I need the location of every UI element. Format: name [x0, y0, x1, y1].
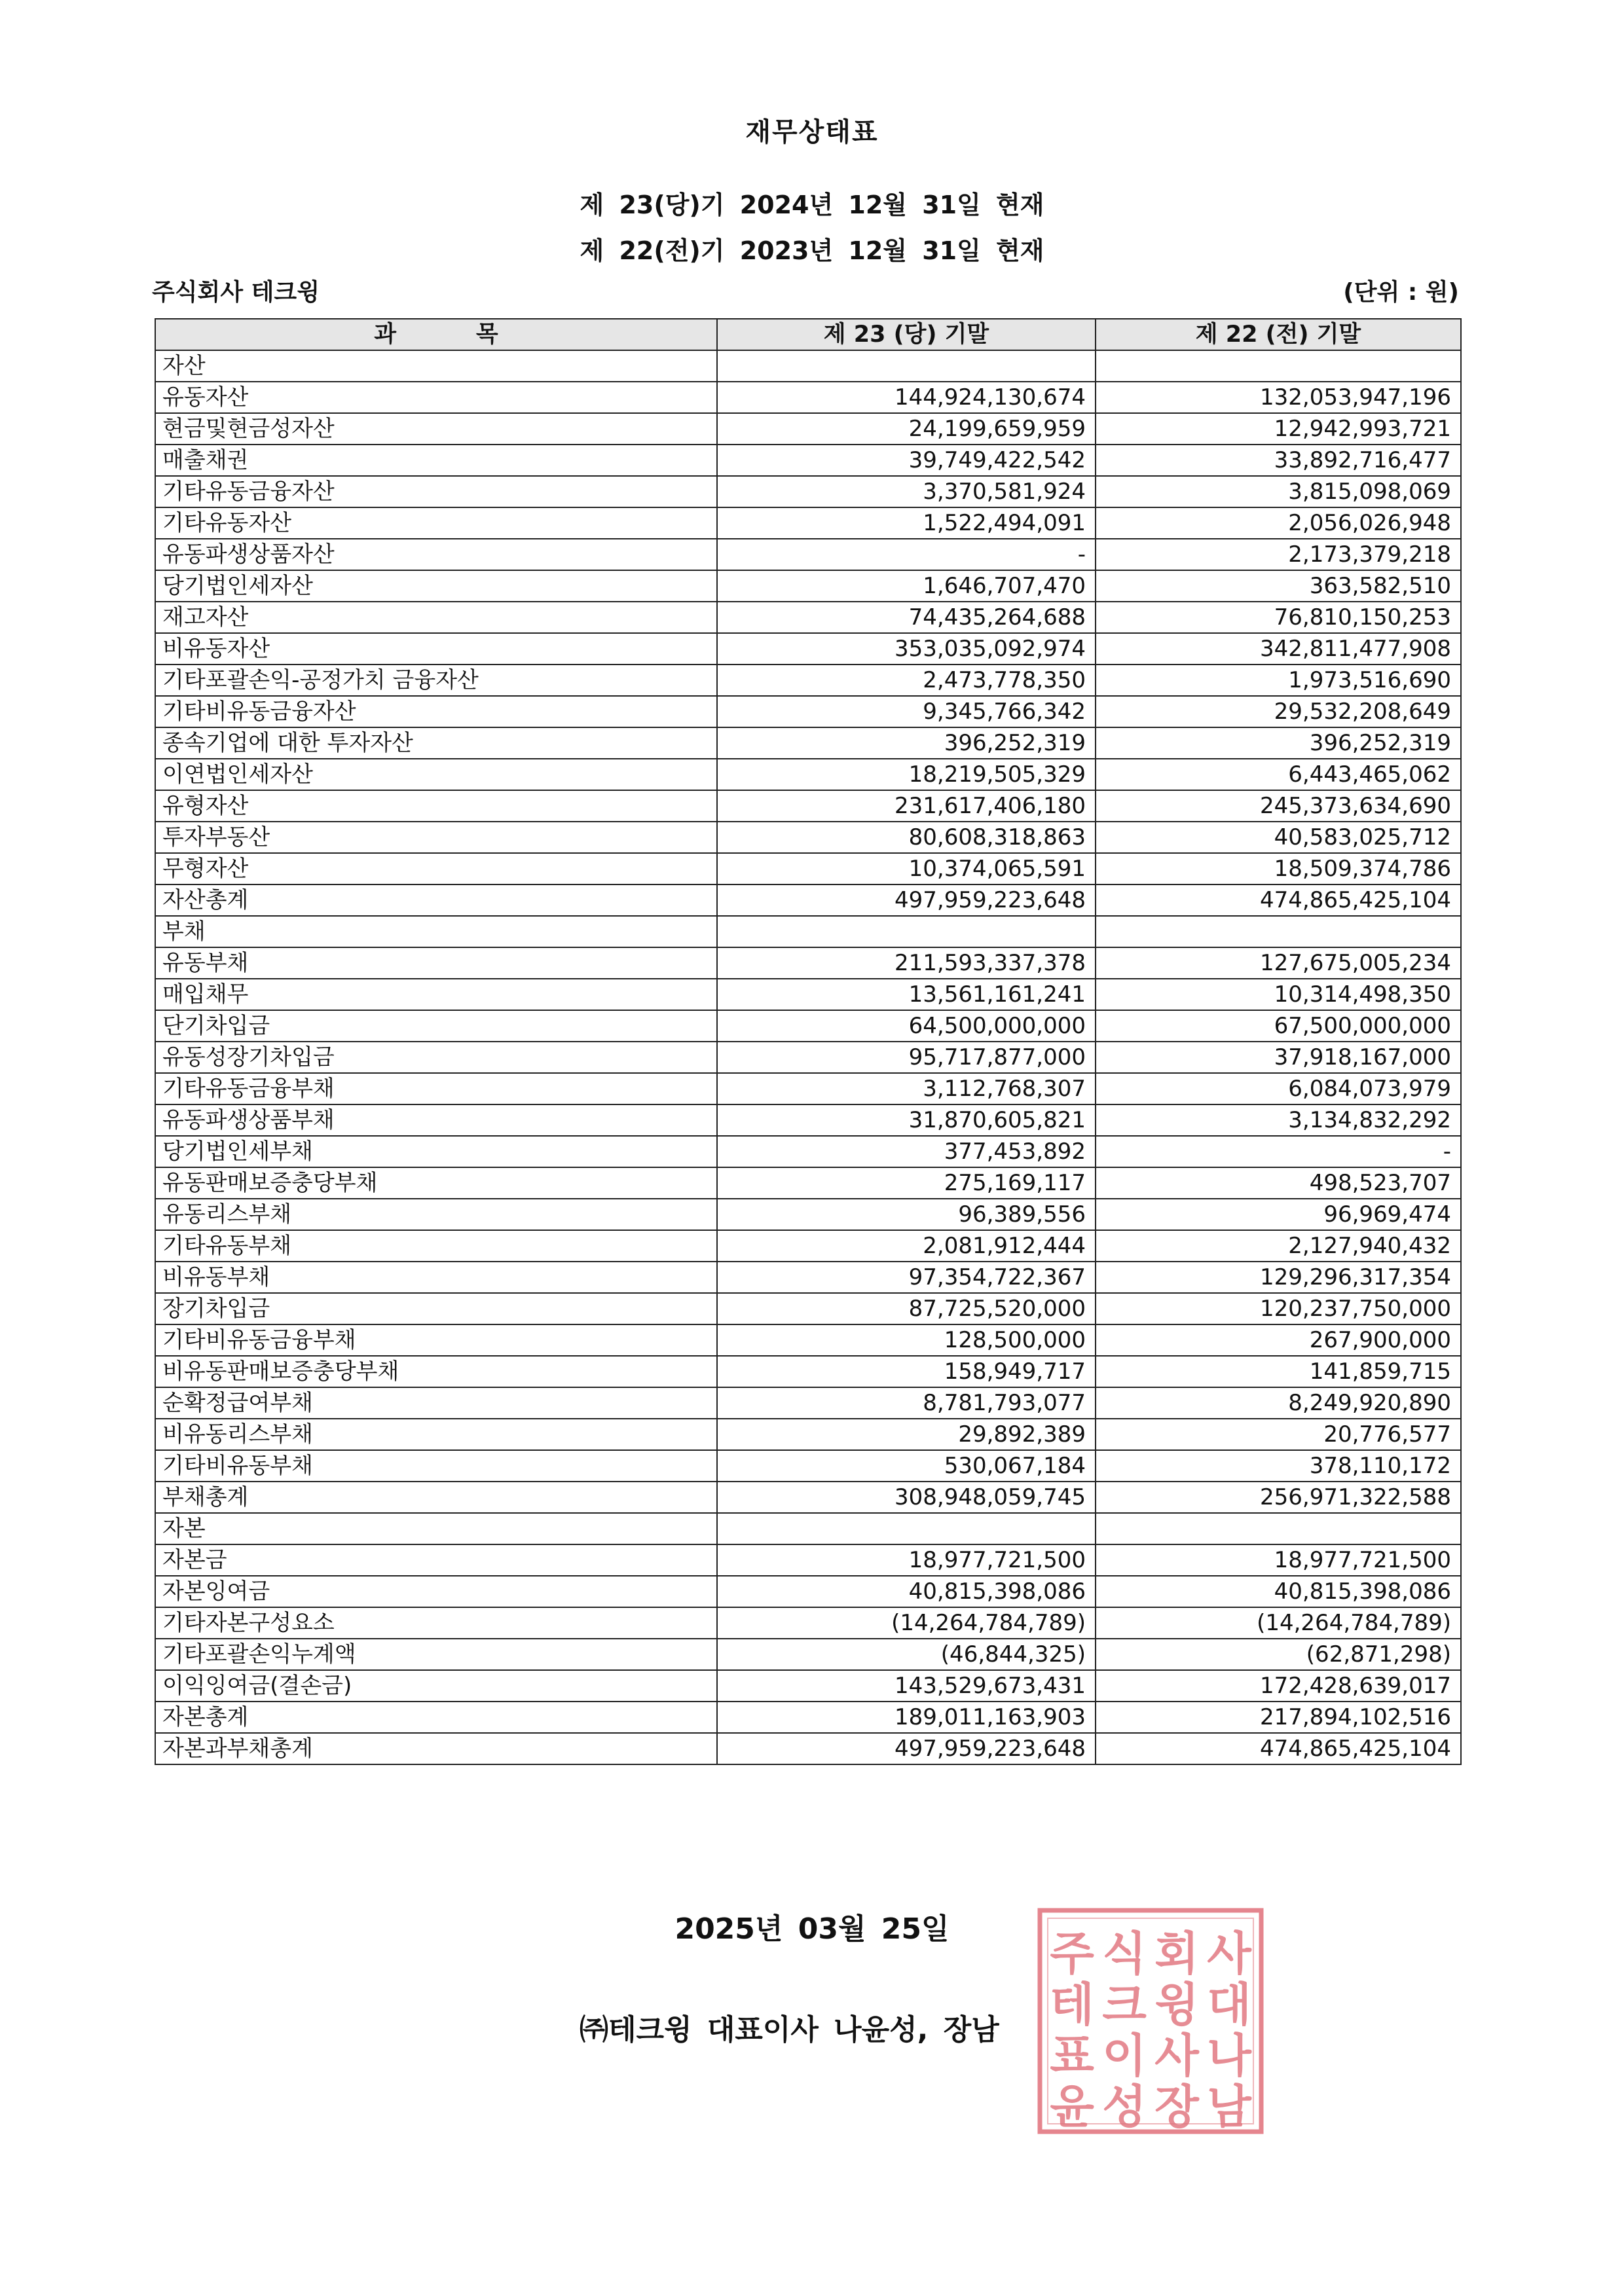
table-row — [155, 1482, 1461, 1513]
prior-period-value — [1096, 350, 1461, 382]
account-name: 장기차입금 — [155, 1293, 717, 1324]
table-row — [155, 1104, 1461, 1136]
seal-glyph: 남 — [1207, 2080, 1251, 2134]
prior-period-value: 132,053,947,196 — [1096, 382, 1461, 413]
table-row — [155, 413, 1461, 445]
prior-period-value: 129,296,317,354 — [1096, 1262, 1461, 1293]
current-period-value: 3,112,768,307 — [717, 1073, 1096, 1104]
table-row — [155, 1513, 1461, 1544]
account-name: 순확정급여부채 — [155, 1387, 717, 1419]
table-row — [155, 1262, 1461, 1293]
prior-period-value: 96,969,474 — [1096, 1199, 1461, 1230]
account-name: 부채 — [155, 916, 717, 947]
table-row — [155, 884, 1461, 916]
current-period-value: (14,264,784,789) — [717, 1607, 1096, 1639]
prior-period-value — [1096, 1513, 1461, 1544]
account-name: 비유동자산 — [155, 633, 717, 665]
company-name: 주식회사 테크윙 — [152, 279, 320, 306]
table-row — [155, 570, 1461, 602]
table-row — [155, 1419, 1461, 1450]
account-name: 유동자산 — [155, 382, 717, 413]
seal-glyph: 사 — [1154, 2029, 1199, 2083]
account-name: 기타유동금융부채 — [155, 1073, 717, 1104]
account-name: 기타자본구성요소 — [155, 1607, 717, 1639]
table-header-row — [155, 319, 1461, 350]
table-row — [155, 696, 1461, 727]
account-name: 자본 — [155, 1513, 717, 1544]
unit-label: (단위 : 원) — [1343, 279, 1459, 306]
current-period-value: 2,081,912,444 — [717, 1230, 1096, 1262]
account-name: 유형자산 — [155, 790, 717, 822]
table-row — [155, 382, 1461, 413]
table-row — [155, 602, 1461, 633]
prior-period-value: (62,871,298) — [1096, 1639, 1461, 1670]
current-period-value: 64,500,000,000 — [717, 1010, 1096, 1042]
header-current: 제 23 (당) 기말 — [717, 319, 1096, 350]
signer-line: ㈜테크윙 대표이사 나윤성, 장남 — [580, 2013, 999, 2047]
prior-period-value: 6,084,073,979 — [1096, 1073, 1461, 1104]
current-period-value: (46,844,325) — [717, 1639, 1096, 1670]
current-period-value: 1,646,707,470 — [717, 570, 1096, 602]
current-period-value: 396,252,319 — [717, 727, 1096, 759]
account-name: 기타유동자산 — [155, 507, 717, 539]
table-row — [155, 727, 1461, 759]
current-period-value: 189,011,163,903 — [717, 1702, 1096, 1733]
current-period-value: 1,522,494,091 — [717, 507, 1096, 539]
current-period-value — [717, 1513, 1096, 1544]
seal-glyph: 나 — [1207, 2029, 1251, 2083]
account-name: 투자부동산 — [155, 822, 717, 853]
table-body — [155, 350, 1461, 1764]
prior-period-value: 40,815,398,086 — [1096, 1576, 1461, 1607]
account-name: 자산 — [155, 350, 717, 382]
current-period-value: 40,815,398,086 — [717, 1576, 1096, 1607]
table-row — [155, 665, 1461, 696]
prior-period-value: 3,134,832,292 — [1096, 1104, 1461, 1136]
seal-glyph: 사 — [1207, 1927, 1251, 1980]
seal-glyph: 이 — [1102, 2029, 1147, 2083]
account-name: 무형자산 — [155, 853, 717, 884]
prior-period-value: 40,583,025,712 — [1096, 822, 1461, 853]
current-period-value — [717, 350, 1096, 382]
prior-period-value: 256,971,322,588 — [1096, 1482, 1461, 1513]
table-row — [155, 1073, 1461, 1104]
account-name: 이연법인세자산 — [155, 759, 717, 790]
table-row — [155, 1544, 1461, 1576]
prior-period-value: 8,249,920,890 — [1096, 1387, 1461, 1419]
current-period-value: 9,345,766,342 — [717, 696, 1096, 727]
account-name: 재고자산 — [155, 602, 717, 633]
current-period-value: 353,035,092,974 — [717, 633, 1096, 665]
seal-glyph: 회 — [1154, 1927, 1199, 1980]
seal-glyph: 표 — [1050, 2029, 1094, 2083]
balance-sheet-table — [155, 318, 1462, 1765]
current-period-value: 128,500,000 — [717, 1324, 1096, 1356]
table-row — [155, 350, 1461, 382]
current-period-value: 2,473,778,350 — [717, 665, 1096, 696]
account-name: 종속기업에 대한 투자자산 — [155, 727, 717, 759]
account-name: 유동판매보증충당부채 — [155, 1167, 717, 1199]
header-account: 과 목 — [155, 319, 717, 350]
prior-period-value: (14,264,784,789) — [1096, 1607, 1461, 1639]
table-row — [155, 1607, 1461, 1639]
current-period: 제 23(당)기 2024년 12월 31일 현재 — [580, 191, 1044, 219]
account-name: 자본금 — [155, 1544, 717, 1576]
prior-period-value: 18,977,721,500 — [1096, 1544, 1461, 1576]
seal-glyph: 윙 — [1154, 1978, 1199, 2032]
table-row — [155, 1293, 1461, 1324]
account-name: 비유동부채 — [155, 1262, 717, 1293]
prior-period-value: 396,252,319 — [1096, 727, 1461, 759]
current-period-value: 497,959,223,648 — [717, 1733, 1096, 1764]
prior-period-value: 33,892,716,477 — [1096, 445, 1461, 476]
table-row — [155, 1199, 1461, 1230]
company-seal-stamp — [1036, 1906, 1265, 2136]
account-name: 자본과부채총계 — [155, 1733, 717, 1764]
signature-date: 2025년 03월 25일 — [674, 1912, 950, 1946]
table-row — [155, 979, 1461, 1010]
seal-glyph: 성 — [1102, 2080, 1147, 2134]
table-row — [155, 1010, 1461, 1042]
account-name: 기타유동부채 — [155, 1230, 717, 1262]
prior-period-value: 29,532,208,649 — [1096, 696, 1461, 727]
table-row — [155, 1670, 1461, 1702]
current-period-value: 18,977,721,500 — [717, 1544, 1096, 1576]
account-name: 유동파생상품부채 — [155, 1104, 717, 1136]
table-row — [155, 539, 1461, 570]
table-row — [155, 1042, 1461, 1073]
account-name: 단기차입금 — [155, 1010, 717, 1042]
table-row — [155, 1136, 1461, 1167]
prior-period: 제 22(전)기 2023년 12월 31일 현재 — [580, 236, 1044, 265]
table-row — [155, 916, 1461, 947]
current-period-value: 80,608,318,863 — [717, 822, 1096, 853]
current-period-value: 308,948,059,745 — [717, 1482, 1096, 1513]
current-period-value: 74,435,264,688 — [717, 602, 1096, 633]
table-row — [155, 1230, 1461, 1262]
table-row — [155, 759, 1461, 790]
current-period-value: 231,617,406,180 — [717, 790, 1096, 822]
prior-period-value: 2,173,379,218 — [1096, 539, 1461, 570]
seal-glyph: 장 — [1154, 2080, 1199, 2134]
current-period-value: 143,529,673,431 — [717, 1670, 1096, 1702]
current-period-value: 211,593,337,378 — [717, 947, 1096, 979]
prior-period-value — [1096, 916, 1461, 947]
prior-period-value: 2,056,026,948 — [1096, 507, 1461, 539]
table-row — [155, 1639, 1461, 1670]
prior-period-value: 217,894,102,516 — [1096, 1702, 1461, 1733]
current-period-value: 18,219,505,329 — [717, 759, 1096, 790]
prior-period-value: 342,811,477,908 — [1096, 633, 1461, 665]
table-row — [155, 1167, 1461, 1199]
account-name: 당기법인세부채 — [155, 1136, 717, 1167]
seal-glyph: 테 — [1050, 1978, 1094, 2032]
prior-period-value: 18,509,374,786 — [1096, 853, 1461, 884]
account-name: 유동성장기차입금 — [155, 1042, 717, 1073]
prior-period-value: 3,815,098,069 — [1096, 476, 1461, 507]
prior-period-value: 127,675,005,234 — [1096, 947, 1461, 979]
prior-period-value: 1,973,516,690 — [1096, 665, 1461, 696]
table-row — [155, 1702, 1461, 1733]
prior-period-value: - — [1096, 1136, 1461, 1167]
current-period-value: 158,949,717 — [717, 1356, 1096, 1387]
table-row — [155, 1576, 1461, 1607]
current-period-value: 530,067,184 — [717, 1450, 1096, 1482]
account-name: 매출채권 — [155, 445, 717, 476]
account-name: 매입채무 — [155, 979, 717, 1010]
account-name: 자본잉여금 — [155, 1576, 717, 1607]
account-name: 기타포괄손익누계액 — [155, 1639, 717, 1670]
seal-glyph: 대 — [1207, 1978, 1251, 2032]
current-period-value: 377,453,892 — [717, 1136, 1096, 1167]
prior-period-value: 67,500,000,000 — [1096, 1010, 1461, 1042]
current-period-value: 8,781,793,077 — [717, 1387, 1096, 1419]
table-row — [155, 1733, 1461, 1764]
seal-glyph: 윤 — [1050, 2080, 1094, 2134]
seal-glyph: 식 — [1102, 1927, 1147, 1980]
account-name: 기타유동금융자산 — [155, 476, 717, 507]
seal-glyph: 주 — [1050, 1927, 1094, 1980]
table-row — [155, 1387, 1461, 1419]
current-period-value: 39,749,422,542 — [717, 445, 1096, 476]
prior-period-value: 172,428,639,017 — [1096, 1670, 1461, 1702]
table-row — [155, 1450, 1461, 1482]
table-row — [155, 1324, 1461, 1356]
table-row — [155, 445, 1461, 476]
account-name: 당기법인세자산 — [155, 570, 717, 602]
current-period-value: 96,389,556 — [717, 1199, 1096, 1230]
current-period-value: 144,924,130,674 — [717, 382, 1096, 413]
current-period-value: - — [717, 539, 1096, 570]
table-row — [155, 1356, 1461, 1387]
current-period-value — [717, 916, 1096, 947]
prior-period-value: 120,237,750,000 — [1096, 1293, 1461, 1324]
current-period-value: 95,717,877,000 — [717, 1042, 1096, 1073]
account-name: 부채총계 — [155, 1482, 717, 1513]
prior-period-value: 141,859,715 — [1096, 1356, 1461, 1387]
seal-glyph: 크 — [1102, 1978, 1147, 2032]
current-period-value: 87,725,520,000 — [717, 1293, 1096, 1324]
current-period-value: 97,354,722,367 — [717, 1262, 1096, 1293]
current-period-value: 10,374,065,591 — [717, 853, 1096, 884]
prior-period-value: 474,865,425,104 — [1096, 1733, 1461, 1764]
current-period-value: 3,370,581,924 — [717, 476, 1096, 507]
current-period-value: 31,870,605,821 — [717, 1104, 1096, 1136]
document-title: 재무상태표 — [745, 117, 879, 147]
prior-period-value: 498,523,707 — [1096, 1167, 1461, 1199]
prior-period-value: 474,865,425,104 — [1096, 884, 1461, 916]
prior-period-value: 2,127,940,432 — [1096, 1230, 1461, 1262]
table-row — [155, 633, 1461, 665]
table-row — [155, 822, 1461, 853]
account-name: 기타포괄손익-공정가치 금융자산 — [155, 665, 717, 696]
table-row — [155, 790, 1461, 822]
account-name: 기타비유동금융자산 — [155, 696, 717, 727]
account-name: 현금및현금성자산 — [155, 413, 717, 445]
table-row — [155, 947, 1461, 979]
account-name: 기타비유동금융부채 — [155, 1324, 717, 1356]
prior-period-value: 20,776,577 — [1096, 1419, 1461, 1450]
table-row — [155, 507, 1461, 539]
prior-period-value: 10,314,498,350 — [1096, 979, 1461, 1010]
account-name: 유동리스부채 — [155, 1199, 717, 1230]
account-name: 기타비유동부채 — [155, 1450, 717, 1482]
current-period-value: 275,169,117 — [717, 1167, 1096, 1199]
prior-period-value: 37,918,167,000 — [1096, 1042, 1461, 1073]
current-period-value: 29,892,389 — [717, 1419, 1096, 1450]
account-name: 자본총계 — [155, 1702, 717, 1733]
prior-period-value: 6,443,465,062 — [1096, 759, 1461, 790]
current-period-value: 497,959,223,648 — [717, 884, 1096, 916]
account-name: 유동파생상품자산 — [155, 539, 717, 570]
prior-period-value: 245,373,634,690 — [1096, 790, 1461, 822]
header-prior: 제 22 (전) 기말 — [1096, 319, 1461, 350]
prior-period-value: 378,110,172 — [1096, 1450, 1461, 1482]
account-name: 유동부채 — [155, 947, 717, 979]
current-period-value: 13,561,161,241 — [717, 979, 1096, 1010]
account-name: 비유동판매보증충당부채 — [155, 1356, 717, 1387]
table-row — [155, 853, 1461, 884]
account-name: 자산총계 — [155, 884, 717, 916]
prior-period-value: 363,582,510 — [1096, 570, 1461, 602]
prior-period-value: 267,900,000 — [1096, 1324, 1461, 1356]
account-name: 이익잉여금(결손금) — [155, 1670, 717, 1702]
table-row — [155, 476, 1461, 507]
prior-period-value: 76,810,150,253 — [1096, 602, 1461, 633]
account-name: 비유동리스부채 — [155, 1419, 717, 1450]
current-period-value: 24,199,659,959 — [717, 413, 1096, 445]
prior-period-value: 12,942,993,721 — [1096, 413, 1461, 445]
